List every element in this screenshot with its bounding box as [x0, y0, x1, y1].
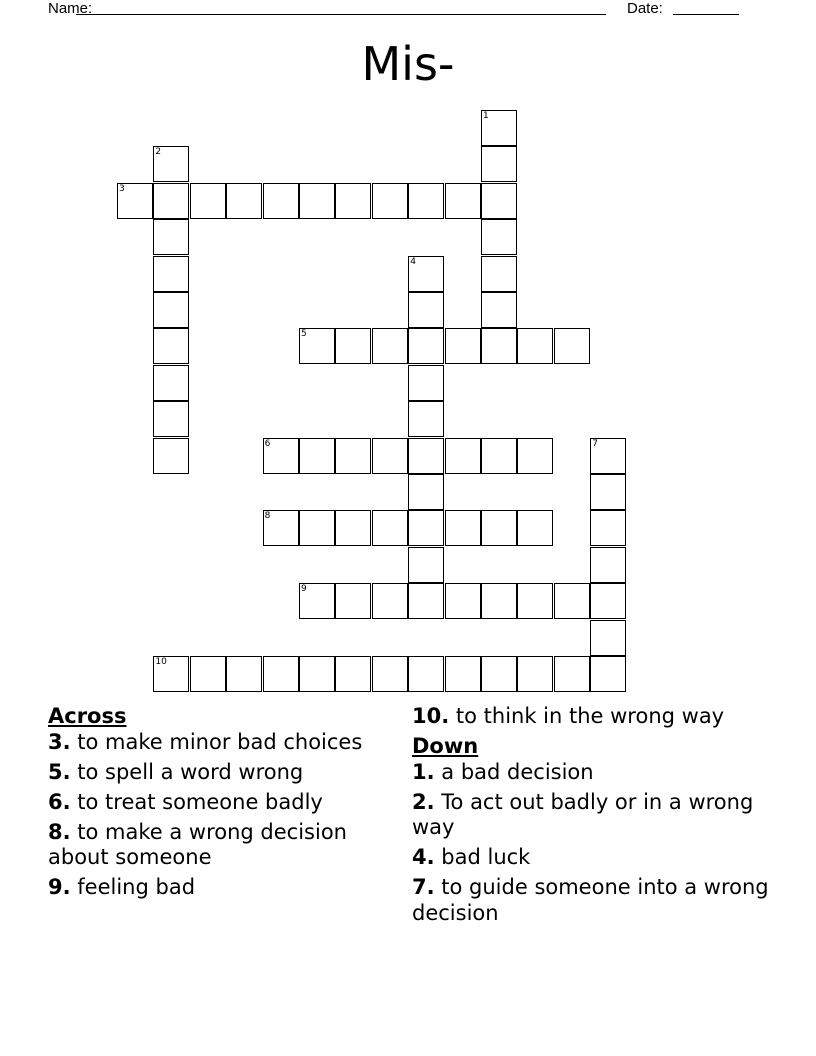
grid-cell[interactable] [481, 219, 517, 255]
grid-cell[interactable] [590, 510, 626, 546]
grid-cell[interactable] [372, 328, 408, 364]
grid-cell[interactable] [153, 328, 189, 364]
grid-cell[interactable] [408, 256, 444, 292]
cell-number: 5 [301, 329, 307, 340]
grid-cell[interactable] [263, 438, 299, 474]
clue-down-1: 1. a bad decision [412, 759, 594, 784]
cell-number: 3 [119, 183, 125, 194]
grid-cell[interactable] [153, 292, 189, 328]
down-heading: Down [412, 734, 479, 758]
grid-cell[interactable] [445, 510, 481, 546]
grid-cell[interactable] [372, 656, 408, 692]
grid-cell[interactable] [153, 656, 189, 692]
grid-cell[interactable] [445, 183, 481, 219]
grid-cell[interactable] [408, 328, 444, 364]
grid-cell[interactable] [481, 510, 517, 546]
grid-cell[interactable] [590, 583, 626, 619]
grid-cell[interactable] [153, 365, 189, 401]
grid-cell[interactable] [372, 438, 408, 474]
grid-cell[interactable] [335, 183, 371, 219]
clue-across-3: 3. to make minor bad choices [48, 729, 363, 754]
grid-cell[interactable] [481, 256, 517, 292]
grid-cell[interactable] [590, 656, 626, 692]
grid-cell[interactable] [299, 328, 335, 364]
grid-cell[interactable] [517, 583, 553, 619]
grid-cell[interactable] [481, 146, 517, 182]
grid-cell[interactable] [590, 438, 626, 474]
grid-cell[interactable] [408, 438, 444, 474]
grid-cell[interactable] [590, 547, 626, 583]
grid-cell[interactable] [226, 183, 262, 219]
clue-down-7: 7. to guide someone into a wrong decision [412, 875, 769, 925]
grid-cell[interactable] [226, 656, 262, 692]
grid-cell[interactable] [517, 438, 553, 474]
grid-cell[interactable] [554, 583, 590, 619]
name-label: Name: [48, 0, 93, 17]
cell-number: 10 [155, 657, 167, 667]
grid-cell[interactable] [481, 328, 517, 364]
grid-cell[interactable] [299, 438, 335, 474]
grid-cell[interactable] [372, 583, 408, 619]
grid-cell[interactable] [408, 547, 444, 583]
grid-cell[interactable] [372, 510, 408, 546]
grid-cell[interactable] [481, 656, 517, 692]
clue-across-9: 9. feeling bad [48, 875, 196, 899]
grid-cell[interactable] [445, 328, 481, 364]
grid-cell[interactable] [408, 365, 444, 401]
cell-number: 9 [301, 584, 307, 595]
clue-across-8: 8. to make a wrong decision about someone [48, 819, 347, 869]
clue-down-2: 2. To act out badly or in a wrong way [412, 789, 754, 839]
cell-number: 1 [483, 111, 489, 121]
grid-cell[interactable] [554, 328, 590, 364]
clues-right-column [412, 704, 782, 931]
grid-cell[interactable] [481, 292, 517, 328]
grid-cell[interactable] [299, 183, 335, 219]
grid-cell[interactable] [408, 183, 444, 219]
grid-cell[interactable] [408, 401, 444, 437]
grid-cell[interactable] [153, 219, 189, 255]
grid-cell[interactable] [117, 183, 153, 219]
grid-cell[interactable] [481, 183, 517, 219]
grid-cell[interactable] [554, 656, 590, 692]
cell-number: 4 [410, 256, 416, 267]
grid-cell[interactable] [335, 438, 371, 474]
cell-number: 6 [264, 438, 271, 449]
grid-cell[interactable] [153, 256, 189, 292]
grid-cell[interactable] [408, 292, 444, 328]
grid-cell[interactable] [408, 656, 444, 692]
grid-cell[interactable] [445, 583, 481, 619]
cell-number: 7 [592, 438, 598, 449]
grid-cell[interactable] [153, 438, 189, 474]
grid-cell[interactable] [408, 474, 444, 510]
grid-cell[interactable] [299, 510, 335, 546]
grid-cell[interactable] [445, 438, 481, 474]
cell-number: 2 [155, 147, 162, 158]
across-heading: Across [48, 704, 127, 728]
grid-cell[interactable] [481, 583, 517, 619]
grid-cell[interactable] [445, 656, 481, 692]
grid-cell[interactable] [335, 656, 371, 692]
grid-cell[interactable] [153, 401, 189, 437]
grid-cell[interactable] [190, 656, 226, 692]
cell-number: 8 [264, 511, 271, 522]
grid-cell[interactable] [517, 656, 553, 692]
puzzle-title: Mis- [361, 37, 455, 91]
grid-cell[interactable] [481, 110, 517, 146]
clue-across-10: 10. to think in the wrong way [412, 704, 725, 728]
grid-cell[interactable] [263, 656, 299, 692]
grid-cell[interactable] [263, 510, 299, 546]
grid-cell[interactable] [190, 183, 226, 219]
grid-cell[interactable] [299, 656, 335, 692]
grid-cell[interactable] [153, 146, 189, 182]
grid-cell[interactable] [408, 510, 444, 546]
grid-cell[interactable] [335, 328, 371, 364]
grid-cell[interactable] [590, 474, 626, 510]
grid-cell[interactable] [153, 183, 189, 219]
clue-across-5: 5. to spell a word wrong [48, 759, 304, 784]
grid-cell[interactable] [517, 328, 553, 364]
grid-cell[interactable] [481, 438, 517, 474]
clues-left-column [48, 704, 388, 905]
grid-cell[interactable] [299, 583, 335, 619]
grid-cell[interactable] [517, 510, 553, 546]
grid-cell[interactable] [263, 183, 299, 219]
grid-cell[interactable] [335, 510, 371, 546]
grid-cell[interactable] [335, 583, 371, 619]
date-label: Date: [627, 0, 663, 17]
clue-across-6: 6. to treat someone badly [48, 789, 323, 814]
clue-down-4: 4. bad luck [412, 845, 531, 869]
grid-cell[interactable] [590, 620, 626, 656]
grid-cell[interactable] [372, 183, 408, 219]
grid-cell[interactable] [408, 583, 444, 619]
